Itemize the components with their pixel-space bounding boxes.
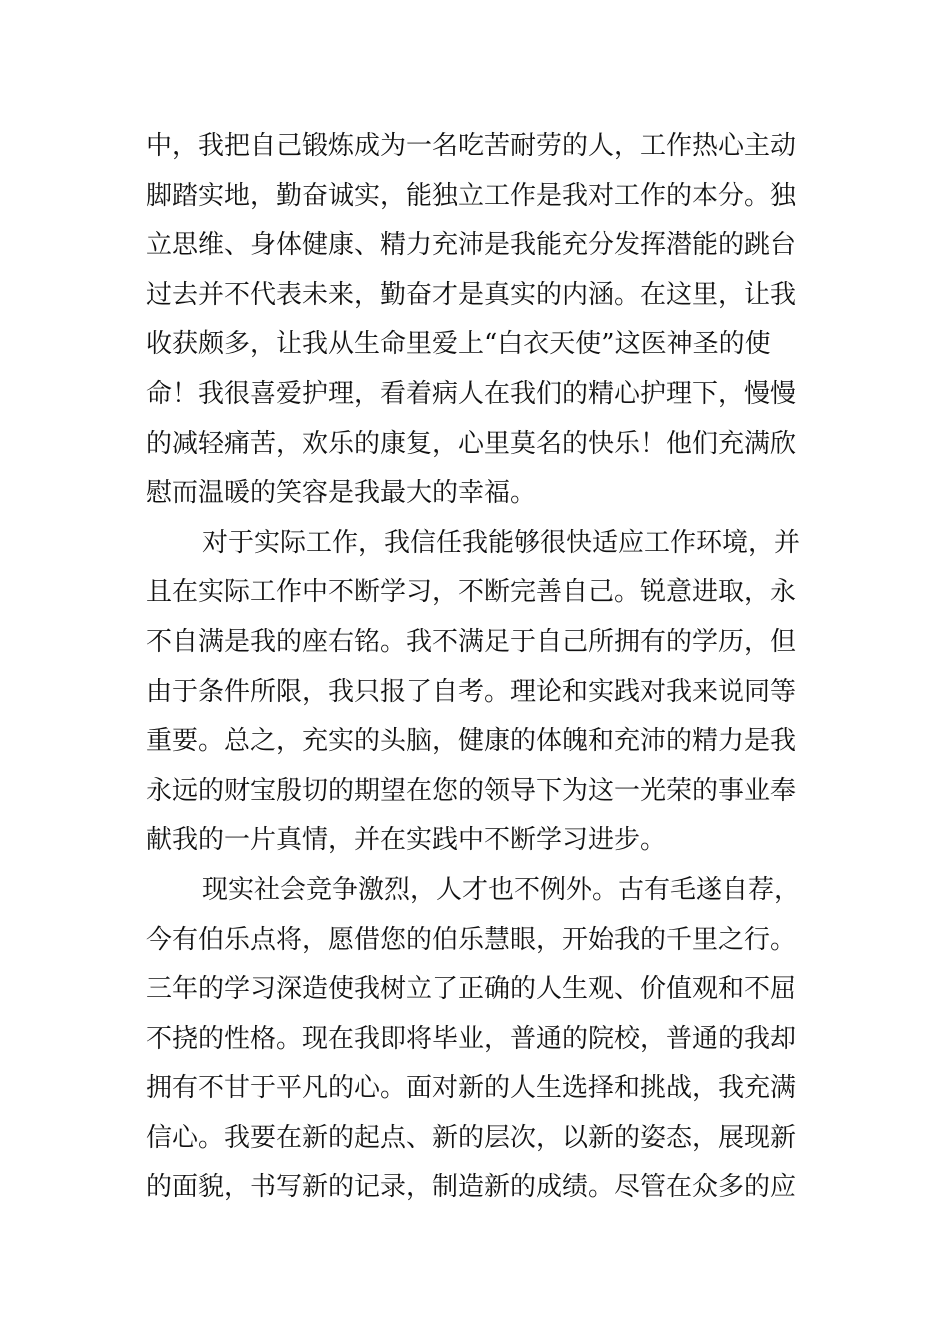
paragraph-first-line: 现实社会竞争激烈，人才也不例外。古有毛遂自荐， [202,874,801,905]
text-line: 的面貌，书写新的记录，制造新的成绩。尽管在众多的应 [146,1172,797,1203]
text-line: 拥有不甘于平凡的心。面对新的人生选择和挑战，我充满 [146,1073,797,1104]
text-line: 献我的一片真情，并在实践中不断学习进步。 [146,825,667,856]
text-line: 脚踏实地，勤奋诚实，能独立工作是我对工作的本分。独 [146,180,797,211]
text-line: 命！我很喜爱护理，看着病人在我们的精心护理下，慢慢 [146,378,797,409]
text-line: 今有伯乐点将，愿借您的伯乐慧眼，开始我的千里之行。 [146,924,797,955]
paragraph-first-line: 对于实际工作，我信任我能够很快适应工作环境，并 [202,527,801,558]
text-line: 慰而温暖的笑容是我最大的幸福。 [146,478,537,509]
text-line: 收获颇多，让我从生命里爱上“白衣天使”这医神圣的使 [146,329,771,360]
body-text [146,122,810,1213]
text-line: 的减轻痛苦，欢乐的康复，心里莫名的快乐！他们充满欣 [146,428,797,459]
text-line: 三年的学习深造使我树立了正确的人生观、价值观和不屈 [146,974,797,1005]
text-line: 且在实际工作中不断学习，不断完善自己。锐意进取，永 [146,577,797,608]
text-line: 重要。总之，充实的头脑，健康的体魄和充沛的精力是我 [146,726,797,757]
text-line: 立思维、身体健康、精力充沛是我能充分发挥潜能的跳台 [146,230,797,261]
text-line: 不自满是我的座右铭。我不满足于自己所拥有的学历，但 [146,626,797,657]
text-line: 过去并不代表未来，勤奋才是真实的内涵。在这里，让我 [146,279,797,310]
text-line: 由于条件所限，我只报了自考。理论和实践对我来说同等 [146,676,797,707]
text-line: 永远的财宝殷切的期望在您的领导下为这一光荣的事业奉 [146,775,797,806]
text-line: 信心。我要在新的起点、新的层次，以新的姿态，展现新 [146,1122,797,1153]
text-line: 不挠的性格。现在我即将毕业，普通的院校，普通的我却 [146,1023,797,1054]
text-line: 中，我把自己锻炼成为一名吃苦耐劳的人，工作热心主动 [146,131,797,161]
